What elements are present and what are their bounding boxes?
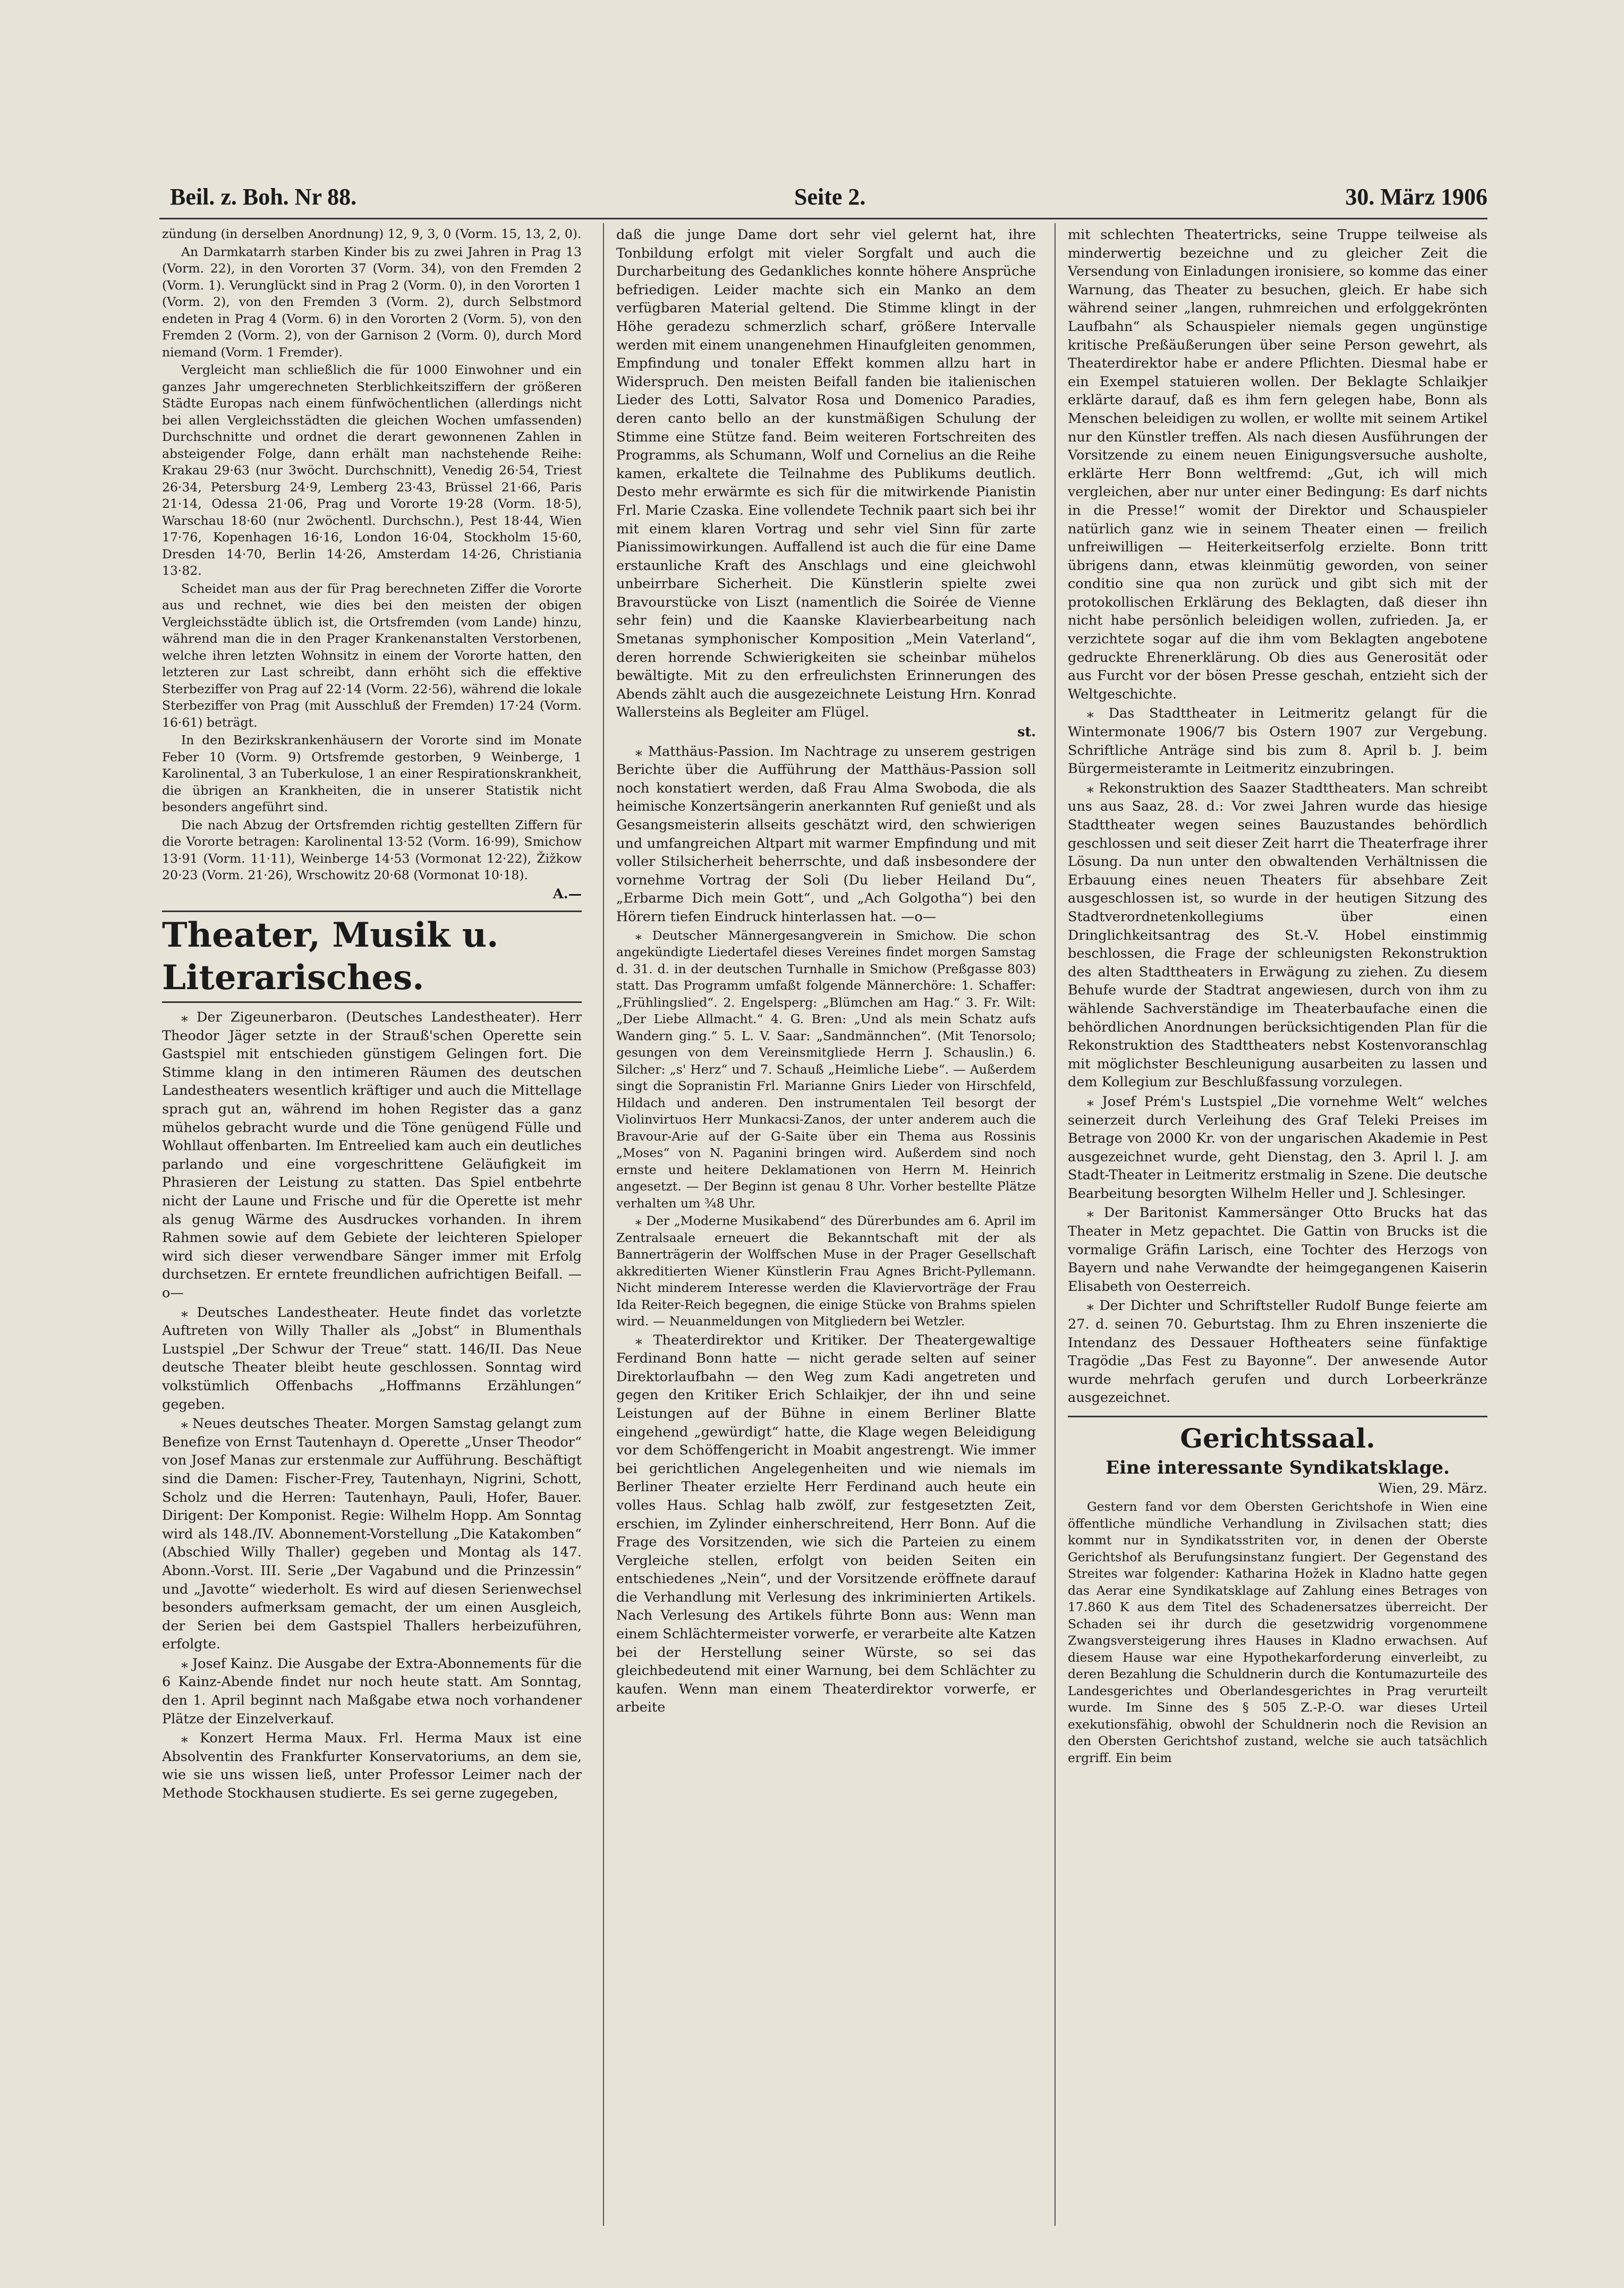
article-paragraph: mit schlechten Theatertricks, seine Truppe teilweise als minderwertig bezeichne und zu gleicher Zeit die Versendung von Einladungen ironisiere, so komme das einer Warnung, das Theater zu besuchen, gleich. Er habe sich während seiner „langen, ruhmreichen und erfolggekrönten Laufbahn“ als Schauspieler niemals gegen ungünstige kritische Preßäußerungen über seine Person gewehrt, als Theaterdirektor habe er andere Pflichten. Diesmal habe er ein Exempel statuieren wollen. Der Beklagte Schlaikjer erklärte darauf, daß es ihm fern gelegen habe, Bonn als Menschen beleidigen zu wollen, er wollte mit seinem Artikel nur den Künstler treffen. Als nach diesen Ausführungen der Vorsitzende zu einem neuen Einigungsversuche ausholte, erklärte Herr Bonn weltfremd: „Gut, ich will mich vergleichen, aber nur unter einer Bedingung: Es darf nichts in die Presse!“ womit der Direktor und Schauspieler natürlich ganz wie in seinem Theater einen — freilich unfreiwilligen — Heiterkeitserfolg erzielte. Bonn tritt übrigens dann, etwas kleinmütig geworden, von seiner conditio sine qua non zurück und gibt sich mit der protokollischen Erklärung des Beklagten, daß dieser ihn nicht habe persönlich beleidigen wollen, zufrieden. Ja, er verzichtete sogar auf die ihm vom Beklagten angebotene gedruckte Ehrenerklärung. Ob dies aus Generosität oder aus Furcht vor der bösen Presse geschah, entzieht sich der Weltgeschichte. — [1068, 227, 1487, 702]
article-paragraph: ⁎ Der Dichter und Schriftsteller Rudolf Bunge feierte am 27. d. seinen 70. Geburtstag. Ihm zu Ehren inszenierte die Intendanz des Dessauer Hoftheaters seine fünfaktige Tragödie „Das Fest zu Bayonne“. Der anwesende Autor wurde mehrfach gerufen und durch Lorbeerkränze ausgezeichnet. — [1068, 1298, 1487, 1406]
page-number: Seite 2. — [794, 184, 866, 210]
column-2 — [616, 226, 1036, 2223]
article-paragraph: ⁎ Matthäus-Passion. Im Nachtrage zu unserem gestrigen Berichte über die Aufführung der Matthäus-Passion soll noch konstatiert werden, daß Frau Alma Swoboda, die als heimische Konzertsängerin anerkannten Ruf genießt und als Gesangsmeisterin allseits geschätzt wird, den schwierigen und umfangreichen Altpart mit warmer Empfindung und mit voller Stilsicherheit beherrschte, und daß insbesondere der vornehme Vortrag der Soli (Du lieber Heiland Du“, „Erbarme Dich mein Gott“, und „Ach Golgotha“) bei den Hörern tiefen Eindruck hinterlassen hat. —o— — [616, 743, 1036, 925]
author-signature: st. — [1017, 724, 1036, 741]
issue-date: 30. März 1906 — [1345, 184, 1487, 210]
article-paragraph: ⁎ Konzert Herma Maux. Frl. Herma Maux ist eine Absolventin des Frankfurter Konservatoriums, an dem sie, wie sie uns wissen ließ, unter Professor Leimer nach der Methode Stockhausen studierte. Es sei gerne zugegeben, — [162, 1730, 582, 1802]
column-3 — [1068, 226, 1487, 2223]
article-paragraph: In den Bezirkskrankenhäusern der Vororte sind im Monate Feber 10 (Vorm. 9) Ortsfremde gestorben, 9 Weinberge, 1 Karolinental, 3 an Tuberkulose, 1 an einer Respirationskrankheit, die übrigen an Krankheiten, die in unserer Statistik nicht besonders angeführt sind. — [162, 733, 582, 814]
column-1 — [162, 226, 582, 2223]
column-divider — [1055, 223, 1056, 2226]
article-paragraph: Gestern fand vor dem Obersten Gerichtshofe in Wien eine öffentliche mündliche Verhandlung in Zivilsachen statt; dies kommt nur in Syndikatsstriten vor, in denen der Oberste Gerichtshof als Berufungsinstanz fungiert. Der Gegenstand des Streites war folgender: Katharina Hožek in Kladno hatte gegen das Aerar eine Syndikatsklage auf Zahlung eines Betrages von 17.860 K aus dem Titel des Schadenersatzes überreicht. Der Schaden sei ihr durch die gesetzwidrig vorgenommene Zwangsversteigerung ihres Hauses in Kladno erwachsen. Auf diesem Hause war eine Hypothekarforderung einverleibt, zu deren Bezahlung die Schuldnerin durch die Kontumazurteile des Landesgerichtes und Oberlandesgerichtes in Prag verurteilt wurde. Im Sinne des § 505 Z.-P.-O. war dieses Urteil exekutionsfähig, obwohl der Schuldnerin noch die Revision an den Obersten Gerichtshof zustand, welche sie auch tatsächlich ergriff. Ein beim — [1068, 1499, 1487, 1765]
dateline: Wien, 29. März. — [1378, 1480, 1487, 1496]
article-paragraph: zündung (in derselben Anordnung) 12, 9, 3, 0 (Vorm. 15, 13, 2, 0). — [162, 226, 582, 241]
header-rule — [159, 218, 1487, 219]
author-signature: A.— — [552, 886, 582, 902]
issue-label: Beil. z. Boh. Nr 88. — [170, 184, 357, 210]
article-paragraph: ⁎ Rekonstruktion des Saazer Stadttheaters. Man schreibt uns aus Saaz, 28. d.: Vor zwei Jahren wurde das hiesige Stadttheater wegen seines Bauzustandes behördlich geschlossen und seit dieser Zeit harrt die Theaterfrage ihrer Lösung. Da nun unter den obwaltenden Verhältnissen die Erbauung eines neuen Theaters für absehbare Zeit ausgeschlossen ist, so wurde in der heutigen Sitzung des Stadtverordnetenkollegiums über einen Dringlichkeitsantrag des St.-V. Hobel einstimmig beschlossen, die Frage der schleunigsten Rekonstruktion des alten Stadttheaters in Erwägung zu ziehen. Zu diesem Behufe wurde der Stadtrat angewiesen, durch von ihm zu wählende Sachverständige im Theaterbaufache einen die behördlichen Anordnungen berücksichtigenden Plan für die Rekonstruktion des Stadttheaters nebst Kostenvoranschlag mit möglichster Beschleunigung ausarbeiten zu lassen und dem Kollegium zur Beschlußfassung vorzulegen. — [1068, 780, 1487, 1091]
article-paragraph: ⁎ Das Stadttheater in Leitmeritz gelangt für die Wintermonate 1906/7 bis Ostern 1907 zur Vergebung. Schriftliche Anträge sind bis zum 8. April b. J. beim Bürgermeisteramte in Leitmeritz einzubringen. — [1068, 705, 1487, 777]
article-paragraph: ⁎ Josef Kainz. Die Ausgabe der Extra-Abonnements für die 6 Kainz-Abende findet nur noch heute statt. Am Sonntag, den 1. April beginnt nach Maßgabe etwa noch vorhandener Plätze der Einzelverkauf. — [162, 1655, 582, 1727]
article-paragraph: Vergleicht man schließlich die für 1000 Einwohner und ein ganzes Jahr umgerechneten Sterblichkeitsziffern der größeren Städte Europas nach einem fünfwöchentlichen (allerdings nicht bei allen Vergleichsstädten die gleichen Wochen umfassenden) Durchschnitte und ordnet die derart gewonnenen Zahlen in absteigender Folge, dann erhält man nachstehende Reihe: Krakau 29·63 (nur 3wöcht. Durchschnitt), Venedig 26·54, Triest 26·34, Petersburg 24·9, Lemberg 23·43, Brüssel 21·66, Paris 21·14, Odessa 21·06, Prag und Vororte 19·28 (Vorm. 18·5), Warschau 18·60 (nur 2wöchentl. Durchschn.), Pest 18·44, Wien 17·76, Kopenhagen 16·16, London 16·04, Stockholm 15·60, Dresden 14·70, Berlin 14·26, Amsterdam 14·26, Christiania 13·82. — [162, 362, 582, 578]
section-heading: Gerichtssaal. — [1068, 1416, 1487, 1456]
article-paragraph: ⁎ Der Baritonist Kammersänger Otto Brucks hat das Theater in Metz gepachtet. Die Gattin von Brucks ist die vormalige Gräfin Larisch, eine Tochter des Herzogs von Bayern und nahe Verwandte der heimgegangenen Kaiserin Elisabeth von Oesterreich. — [1068, 1205, 1487, 1295]
article-paragraph: ⁎ Josef Prém's Lustspiel „Die vornehme Welt“ welches seinerzeit durch Verleihung des Graf Teleki Preises im Betrage von 2000 Kr. von der ungarischen Akademie in Pest ausgezeichnet wurde, geht Dienstag, den 3. April l. J. am Stadt-Theater in Leitmeritz erstmalig in Szene. Die deutsche Bearbeitung besorgten Wilhelm Heller und J. Schlesinger. — [1068, 1093, 1487, 1202]
column-divider — [603, 223, 604, 2226]
article-paragraph: ⁎ Deutsches Landestheater. Heute findet das vorletzte Auftreten von Willy Thaller als „Jobst“ in Blumenthals Lustspiel „Der Schwur der Treue“ statt. 146/II. Das Neue deutsche Theater bleibt heute geschlossen. Sonntag wird volkstümlich Offenbachs „Hoffmanns Erzählungen“ gegeben. — [162, 1304, 582, 1413]
article-paragraph: ⁎ Der „Moderne Musikabend“ des Dürerbundes am 6. April im Zentralsaale erneuert die Bekanntschaft mit der als Bannerträgerin der Wolffschen Muse in der Prager Gesellschaft akkreditierten Wiener Künstlerin Frau Agnes Bricht-Pyllemann. Nicht minderem Interesse werden die Klaviervorträge der Frau Ida Reiter-Reich begegnen, die einige Stücke von Brahms spielen wird. — Neuanmeldungen von Mitgliedern bei Wetzler. — [616, 1213, 1036, 1329]
article-paragraph: daß die junge Dame dort sehr viel gelernt hat, ihre Tonbildung erfolgt mit vieler Sorgfalt und auch die Durcharbeitung des Gedankliches konnte höhere Ansprüche befriedigen. Leider machte sich ein Manko an dem verfügbaren Material geltend. Die Stimme klingt in der Höhe geradezu schmerzlich scharf, größere Intervalle werden mit einem unangenehmen Hinaufgleiten genommen, Empfindung und tonaler Effekt kommen allzu hart in Widerspruch. Den meisten Beifall fanden bie italienischen Lieder des Lotti, Salvator Rosa und Domenico Paradies, deren canto bello an der kunstmäßigen Schulung der Stimme eine Stütze fand. Beim weiteren Fortschreiten des Programms, als Schumann, Wolf und Cornelius an die Reihe kamen, erkaltete die Teilnahme des Publikums deutlich. Desto mehr erwärmte es sich für die mitwirkende Pianistin Frl. Marie Czaska. Eine vollendete Technik paart sich bei ihr mit einem klaren Vortrag und sehr viel Sinn für zarte Pianissimowirkungen. Auffallend ist auch die für eine Dame erstaunliche Kraft des Anschlags und eine gleichwohl unbeirrbare Sicherheit. Die Künstlerin spielte zwei Bravourstücke von Liszt (namentlich die Soirée de Vienne sehr fein) und die Kaanske Klavierbearbeitung nach Smetanas symphonischer Komposition „Mein Vaterland“, deren horrende Schwierigkeiten sie scheinbar mühelos bewältigte. Mit zu den erfreulichsten Erinnerungen des Abends zählt auch die ausgezeichnete Leistung Hrn. Konrad Wallersteins als Begleiter am Flügel. — [616, 227, 1036, 721]
article-title: Eine interessante Syndikatsklage. — [1106, 1457, 1450, 1478]
article-paragraph: Die nach Abzug der Ortsfremden richtig gestellten Ziffern für die Vororte betragen: Karolinental 13·52 (Vorm. 16·99), Smichow 13·91 (Vorm. 11·11), Weinberge 14·53 (Vormonat 12·22), Žižkow 20·23 (Vorm. 21·26), Wrschowitz 20·68 (Vormonat 10·18). — [162, 817, 582, 882]
article-paragraph: ⁎ Neues deutsches Theater. Morgen Samstag gelangt zum Benefize von Ernst Tautenhayn d. Operette „Unser Theodor“ von Josef Manas zur erstenmale zur Aufführung. Beschäftigt sind die Damen: Fischer-Frey, Tautenhayn, Nigrini, Schott, Scholz und die Herren: Tautenhayn, Pauli, Hofer, Bauer. Dirigent: Der Komponist. Regie: Wilhelm Hopp. Am Sonntag wird als 148./IV. Abonnement-Vorstellung „Die Katakomben“ (Abschied Willy Thaller) gegeben und Montag als 147. Abonn.-Vorst. III. Serie „Der Vagabund und die Prinzessin“ und „Javotte“ wiederholt. Es wird auf diesen Serienwechsel besonders aufmerksam gemacht, der um einen Ausgleich, der Serien bei dem Gastspiel Thallers herbeizuführen, erfolgte. — [162, 1416, 582, 1653]
article-paragraph: ⁎ Deutscher Männergesangverein in Smichow. Die schon angekündigte Liedertafel dieses Vereines findet morgen Samstag d. 31. d. in der deutschen Turnhalle in Smichow (Preßgasse 803) statt. Das Programm umfaßt folgende Männerchöre: 1. Schaffer: „Frühlingslied“. 2. Engelsperg: „Blümchen am Hag.“ 3. Fr. Wilt: „Der Liebe Allmacht.“ 4. G. Bren: „Und als mein Schatz aufs Wandern ging.“ 5. L. V. Saar: „Sandmännchen“. (Mit Tenorsolo; gesungen von dem Vereinsmitgliede Herrn J. Schauslin.) 6. Silcher: „s' Herz“ und 7. Schauß „Heimliche Liebe“. — Außerdem singt die Sopranistin Frl. Marianne Gnirs Lieder von Hirschfeld, Hildach und anderen. Den instrumentalen Teil besorgt der Violinvirtuos Herr Munkacsi-Zanos, der unter anderem auch die Bravour-Arie auf der G-Saite über ein Thema aus Rossinis „Moses“ von N. Paganini bringen wird. Außerdem sind noch ernste und heitere Deklamationen von Herrn M. Heinrich angesetzt. — Der Beginn ist genau 8 Uhr. Vorher bestellte Plätze verhalten um ¾8 Uhr. — [616, 928, 1036, 1211]
page-header — [170, 183, 1487, 215]
article-paragraph: ⁎ Der Zigeunerbaron. (Deutsches Landestheater). Herr Theodor Jäger setzte in der Strauß'schen Operette sein Gastspiel mit entschieden günstigem Gelingen fort. Die Stimme klang in den intimeren Räumen des deutschen Landestheaters wesentlich kräftiger und auch die Mittellage sprach gut an, während im hohen Register das a ganz mühelos gebracht wurde und die Töne genügend Fülle und Wohllaut offenbarten. Im Entreelied kam auch ein deutliches parlando und eine vorgeschrittene Geläufigkeit im Phrasieren der Leistung zu statten. Das Spiel entbehrte nicht der Laune und Frische und für die Operette ist mehr als genug Wärme des Ausdruckes vorhanden. In ihrem Rahmen sowie auf dem Gebiete der leichteren Spieloper wird sich dieser verwendbare Sänger immer mit Erfolg durchsetzen. Er erntete freundlichen aufrichtigen Beifall. —o— — [162, 1009, 582, 1301]
article-paragraph: An Darmkatarrh starben Kinder bis zu zwei Jahren in Prag 13 (Vorm. 22), in den Vororten 37 (Vorm. 34), von den Fremden 2 (Vorm. 1). Verunglückt sind in Prag 2 (Vorm. 0), in den Vororten 1 (Vorm. 2), von den Fremden 3 (Vorm. 2), durch Selbstmord endeten in Prag 4 (Vorm. 6) in den Vororten 2 (Vorm. 5), von den Fremden 2 (Vorm. 2), von der Garnison 2 (Vorm. 0), durch Mord niemand (Vorm. 1 Fremder). — [162, 244, 582, 360]
article-paragraph: ⁎ Theaterdirektor und Kritiker. Der Theatergewaltige Ferdinand Bonn hatte — nicht gerade selten auf seiner Direktorlaufbahn — den Weg zum Kadi angetreten und gegen den Kritiker Erich Schlaikjer, der ihn und seine Leistungen auf der Bühne in einem Berliner Blatte eingehend „gewürdigt“ hatte, die Klage wegen Beleidigung vor dem Schöffengericht in Moabit angestrengt. Wie immer bei gerichtlichen Angelegenheiten und wie niemals im Berliner Theater erzielte Herr Ferdinand auch heute ein volles Haus. Schlag halb zwölf, zur festgesetzten Zeit, erschien, im Zylinder einherschreitend, Herr Bonn. Auf die Frage des Vorsitzenden, wie sich die Parteien zu einem Vergleiche stellen, erfolgt von beiden Seiten ein entschiedenes „Nein“, und der Vorsitzende eröffnete darauf die Verhandlung mit Verlesung des inkriminierten Artikels. Nach Verlesung des Artikels führte Bonn aus: Wenn man einem Schlächtermeister vorwerfe, er verarbeite alte Katzen bei der Herstellung seiner Würste, so sei das gleichbedeutend mit einer Warnung, bei dem Schlächter zu kaufen. Wenn man einem Theaterdirektor vorwerfe, er arbeite — [616, 1332, 1036, 1716]
section-heading: Theater, Musik u. Literarisches. — [162, 911, 582, 1003]
article-paragraph: Scheidet man aus der für Prag berechneten Ziffer die Vororte aus und rechnet, wie dies bei den meisten der obigen Vergleichsstädte üblich ist, die Ortsfremden (vom Lande) hinzu, während man die in den Prager Krankenanstalten Verstorbenen, welche ihren letzten Wohnsitz in einem der Vororte hatten, den letzteren zur Last schreibt, dann erhöht sich die effektive Sterbeziffer von Prag auf 22·14 (Vorm. 22·56), während die lokale Sterbeziffer von Prag (mit Ausschluß der Fremden) 17·24 (Vorm. 16·61) beträgt. — [162, 581, 582, 730]
